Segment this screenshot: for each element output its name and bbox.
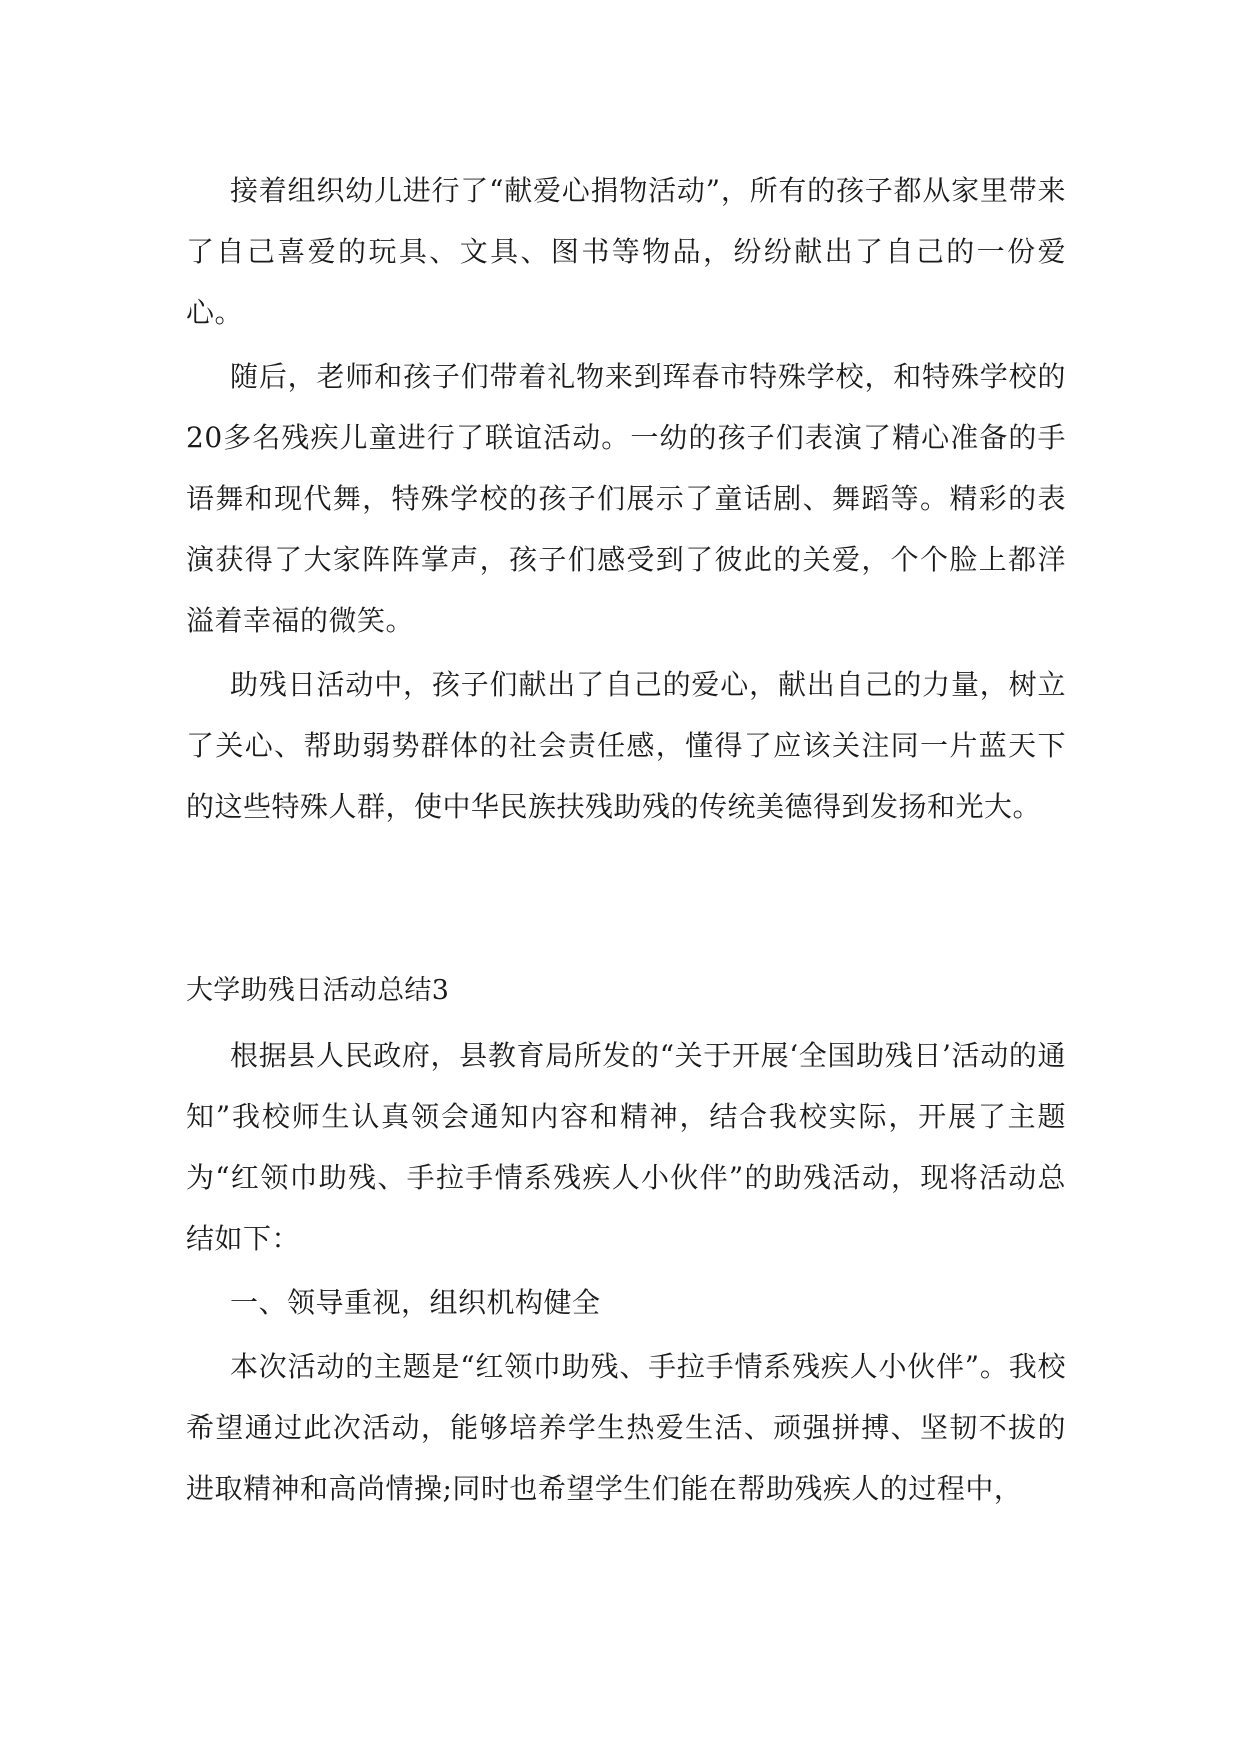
section-spacer xyxy=(186,840,1066,960)
paragraph-donation-activity: 接着组织幼儿进行了“献爱心捐物活动”，所有的孩子都从家里带来了自己喜爱的玩具、文具、图书等物品，纷纷献出了自己的一份爱心。 xyxy=(186,174,1066,329)
paragraph-special-school-visit: 随后，老师和孩子们带着礼物来到珲春市特殊学校，和特殊学校的20多名残疾儿童进行了联谊活动。一幼的孩子们表演了精心准备的手语舞和现代舞，特殊学校的孩子们展示了童话剧、舞蹈等。精彩的表演获得了大家阵阵掌声，孩子们感受到了彼此的关爱，个个脸上都洋溢着幸福的微笑。 xyxy=(186,360,1066,637)
paragraph-activity-significance: 助残日活动中，孩子们献出了自己的爱心，献出自己的力量，树立了关心、帮助弱势群体的社会责任感，懂得了应该关注同一片蓝天下的这些特殊人群，使中华民族扶残助残的传统美德得到发扬和光大。 xyxy=(186,668,1066,823)
paragraph-activity-theme: 本次活动的主题是“红领巾助残、手拉手情系残疾人小伙伴”。我校希望通过此次活动，能够培养学生热爱生活、顽强拼搏、坚韧不拔的进取精神和高尚情操;同时也希望学生们能在帮助残疾人的过程中， xyxy=(186,1350,1066,1505)
subheading-leadership: 一、领导重视，组织机构健全 xyxy=(230,1286,601,1319)
paragraph-notice-background: 根据县人民政府，县教育局所发的“关于开展‘全国助残日’活动的通知”我校师生认真领会通知内容和精神，结合我校实际，开展了主题为“红领巾助残、手拉手情系残疾人小伙伴”的助残活动，现将活动总结如下： xyxy=(186,1039,1066,1255)
document-body xyxy=(186,160,1066,1522)
section-title: 大学助残日活动总结3 xyxy=(186,975,450,1006)
